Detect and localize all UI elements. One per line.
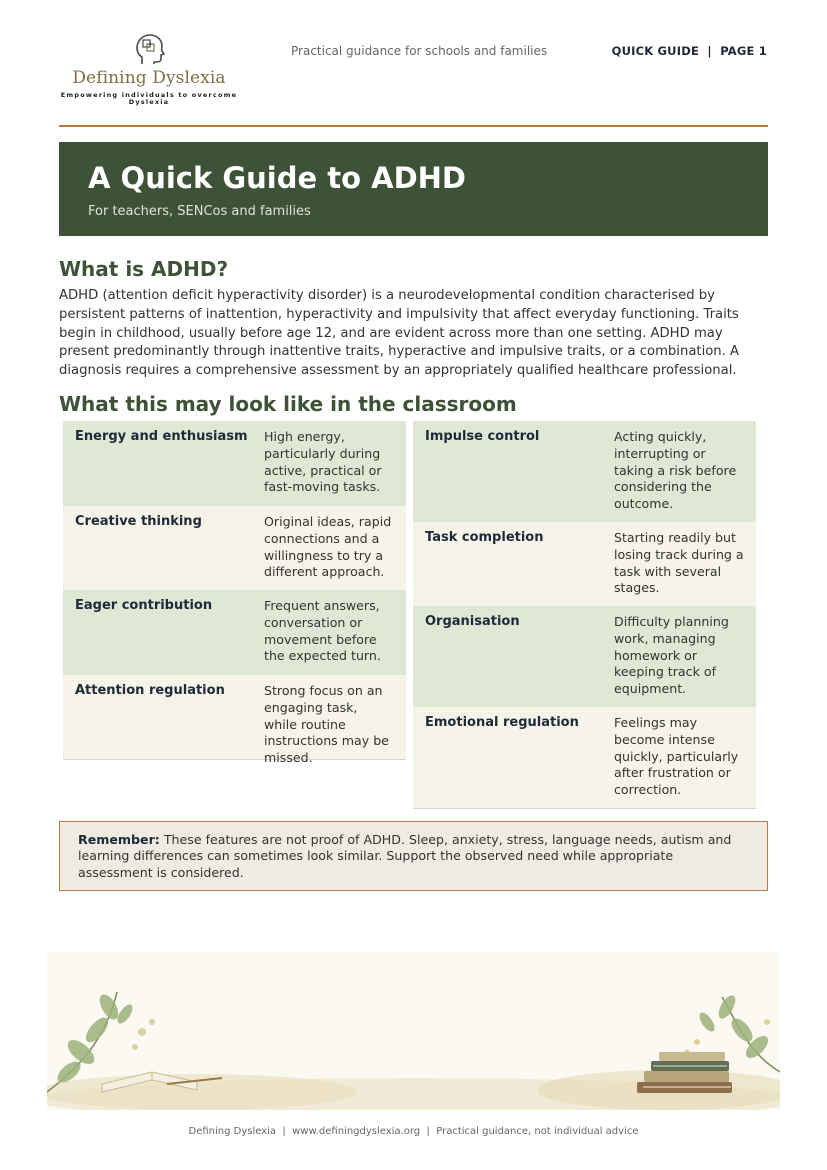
- trait-name: Attention regulation: [75, 683, 225, 698]
- page-footer: Defining Dyslexia | www.definingdyslexia.org | Practical guidance, not individual advice: [188, 1126, 639, 1137]
- trait-description: Frequent answers, conversation or movement before the expected turn.: [264, 598, 381, 664]
- page-title: A Quick Guide to ADHD: [88, 161, 467, 195]
- title-banner: [59, 142, 768, 236]
- trait-row: [63, 590, 406, 675]
- trait-row: [63, 421, 406, 506]
- trait-description: Original ideas, rapid connections and a willingness to try a different approach.: [264, 514, 392, 580]
- leaves-and-books-illustration: [47, 952, 780, 1110]
- reminder-label: Remember:: [78, 832, 160, 847]
- trait-name: Eager contribution: [75, 598, 213, 613]
- trait-description: Feelings may become intense quickly, particularly after frustration or correction.: [614, 715, 739, 798]
- head-puzzle-icon: [132, 33, 166, 67]
- trait-name: Emotional regulation: [425, 715, 579, 730]
- brand-tagline: Empowering individuals to overcome Dyslexia: [60, 91, 238, 106]
- trait-name: Creative thinking: [75, 514, 202, 529]
- trait-row: [413, 707, 756, 808]
- intro-paragraph: ADHD (attention deficit hyperactivity disorder) is a neurodevelopmental condition characterised by persistent patterns of inattention, hyperactivity and impulsivity that affect everyday functioning. Traits begin in childhood, usually before age 12, and are evident across more than one setting. ADHD may present predominantly through inattentive traits, hyperactive and impulsive traits, or a combination. A diagnosis requires a comprehensive assessment by an appropriately qualified healthcare professional.: [59, 288, 740, 379]
- trait-description: Strong focus on an engaging task, while routine instructions may be missed.: [264, 683, 389, 766]
- trait-name: Organisation: [425, 614, 520, 629]
- trait-description: Acting quickly, interrupting or taking a risk before considering the outcome.: [614, 429, 737, 512]
- trait-row: [413, 421, 756, 522]
- trait-row: [63, 506, 406, 590]
- trait-name: Task completion: [425, 530, 544, 545]
- reminder-note: [59, 821, 768, 891]
- trait-description: Difficulty planning work, managing homework or keeping track of equipment.: [614, 614, 729, 697]
- traits-table-left: [63, 421, 406, 766]
- section-heading-what-is: What is ADHD?: [59, 257, 229, 281]
- traits-table-right: [413, 421, 756, 809]
- trait-row: [413, 522, 756, 606]
- header-tagline: Practical guidance for schools and families: [291, 44, 548, 58]
- trait-name: Energy and enthusiasm: [75, 429, 248, 444]
- brand-name: Defining Dyslexia: [72, 68, 226, 88]
- trait-row: [63, 675, 406, 766]
- decorative-illustration: [47, 952, 780, 1110]
- trait-description: Starting readily but losing track during a task with several stages.: [614, 530, 744, 596]
- brand-logo: [60, 33, 238, 106]
- trait-description: High energy, particularly during active, practical or fast-moving tasks.: [264, 429, 382, 495]
- trait-name: Impulse control: [425, 429, 540, 444]
- page-label: QUICK GUIDE | PAGE 1: [611, 44, 767, 58]
- page-subtitle: For teachers, SENCos and families: [88, 204, 311, 219]
- header-divider: [59, 125, 768, 127]
- section-heading-classroom: What this may look like in the classroom: [59, 392, 517, 416]
- trait-row: [413, 606, 756, 707]
- reminder-text: These features are not proof of ADHD. Sleep, anxiety, stress, language needs, autism and learning differences can sometimes look similar. Support the observed need while appropriate assessment is considered.: [78, 832, 732, 880]
